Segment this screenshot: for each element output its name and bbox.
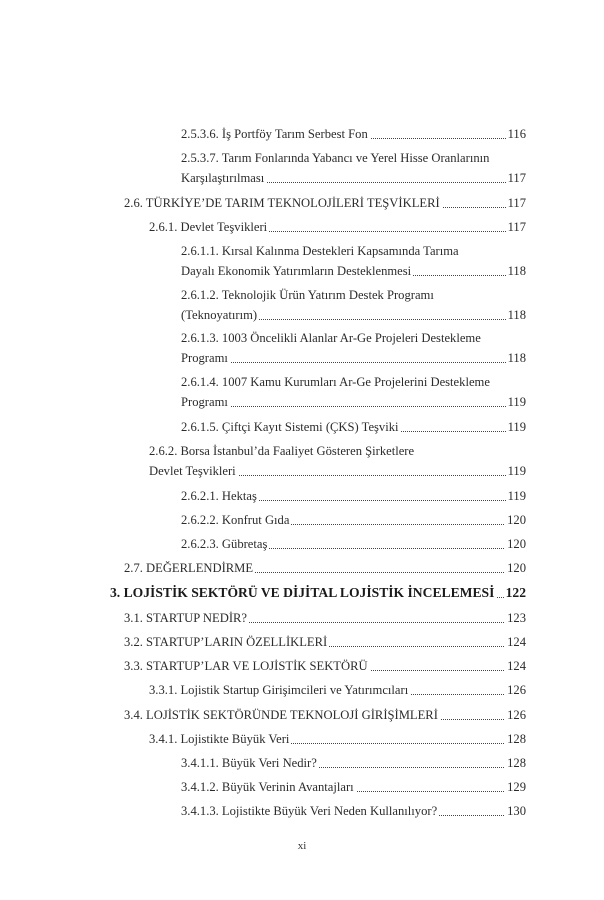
toc-page-number: 120 xyxy=(505,558,526,578)
toc-line xyxy=(181,148,526,168)
toc-page-number: 123 xyxy=(505,608,526,628)
dot-leader xyxy=(181,406,526,407)
toc-entry[interactable] xyxy=(149,680,526,700)
toc-entry-title: 3.1. STARTUP NEDİR? xyxy=(124,608,249,628)
toc-entry[interactable] xyxy=(149,441,526,481)
toc-entry-title: 3.3. STARTUP’LAR VE LOJİSTİK SEKTÖRÜ xyxy=(124,656,370,676)
toc-entry[interactable] xyxy=(124,705,526,725)
toc-entry[interactable] xyxy=(181,510,526,530)
toc-line xyxy=(181,534,526,554)
toc-line xyxy=(181,168,526,188)
toc-entry-title: 3.4.1.2. Büyük Verinin Avantajları xyxy=(181,777,356,797)
toc-entry[interactable] xyxy=(181,241,526,281)
toc-entry[interactable] xyxy=(181,417,526,437)
dot-leader xyxy=(181,362,526,363)
toc-page-number: 126 xyxy=(505,680,526,700)
toc-line xyxy=(110,583,526,603)
toc-entry-title: 2.6.2.3. Gübretaş xyxy=(181,534,269,554)
toc-entry-title: 2.6.2. Borsa İstanbul’da Faaliyet Gösteren Şirketlere xyxy=(149,441,416,461)
toc-page-number: 119 xyxy=(506,417,526,437)
toc-line xyxy=(124,632,526,652)
toc-entry-title: 3.2. STARTUP’LARIN ÖZELLİKLERİ xyxy=(124,632,329,652)
toc-entry[interactable] xyxy=(124,656,526,676)
toc-page-number: 116 xyxy=(506,124,526,144)
toc-line xyxy=(124,705,526,725)
toc-entry-title: (Teknoyatırım) xyxy=(181,305,259,325)
toc-entry-title: 3.4.1.1. Büyük Veri Nedir? xyxy=(181,753,319,773)
toc-entry-title: 2.7. DEĞERLENDİRME xyxy=(124,558,255,578)
toc-line xyxy=(149,729,526,749)
toc-page-number: 117 xyxy=(506,168,526,188)
toc-line xyxy=(181,417,526,437)
toc-entry[interactable] xyxy=(149,217,526,237)
toc-entry[interactable] xyxy=(181,328,526,368)
toc-page-number: 119 xyxy=(506,486,526,506)
toc-entry[interactable] xyxy=(181,534,526,554)
toc-line xyxy=(181,510,526,530)
toc-page-number: 128 xyxy=(505,753,526,773)
toc-line xyxy=(124,656,526,676)
toc-page-number: 120 xyxy=(505,510,526,530)
toc-entry-title: 2.6. TÜRKİYE’DE TARIM TEKNOLOJİLERİ TEŞVİKLERİ xyxy=(124,193,442,213)
toc-page-number: 119 xyxy=(506,392,526,412)
toc-page-number: 117 xyxy=(506,217,526,237)
toc-line xyxy=(181,241,526,261)
toc-entry-title: 2.5.3.6. İş Portföy Tarım Serbest Fon xyxy=(181,124,370,144)
toc-entry-title: 2.6.1.2. Teknolojik Ürün Yatırım Destek Programı xyxy=(181,285,436,305)
toc-entry-title: 2.6.1.1. Kırsal Kalınma Destekleri Kapsamında Tarıma xyxy=(181,241,461,261)
toc-page-number: 120 xyxy=(505,534,526,554)
toc-line xyxy=(124,558,526,578)
toc-entry-title: Dayalı Ekonomik Yatırımların Desteklenmesi xyxy=(181,261,413,281)
toc-entry[interactable] xyxy=(181,486,526,506)
toc-line xyxy=(149,441,526,461)
toc-entry[interactable] xyxy=(181,801,526,821)
toc-entry[interactable] xyxy=(181,753,526,773)
toc-entry-title: Devlet Teşvikleri xyxy=(149,461,238,481)
toc-line xyxy=(181,753,526,773)
toc-page-number: 118 xyxy=(506,348,526,368)
toc-page-number: 130 xyxy=(505,801,526,821)
toc-line xyxy=(124,608,526,628)
toc-line xyxy=(181,372,526,392)
toc-entry-title: 2.6.1.5. Çiftçi Kayıt Sistemi (ÇKS) Teşviki xyxy=(181,417,401,437)
toc-page-number: 124 xyxy=(505,656,526,676)
toc-line xyxy=(181,124,526,144)
toc-entry-title: Programı xyxy=(181,348,230,368)
toc-entry[interactable] xyxy=(124,193,526,213)
toc-line xyxy=(181,486,526,506)
toc-page-number: 124 xyxy=(505,632,526,652)
toc-entry-title: Karşılaştırılması xyxy=(181,168,266,188)
toc-page-number: 119 xyxy=(506,461,526,481)
toc-entry[interactable] xyxy=(181,372,526,412)
toc-entry[interactable] xyxy=(124,632,526,652)
toc-entry-title: 2.6.2.2. Konfrut Gıda xyxy=(181,510,291,530)
toc-page-number: 118 xyxy=(506,305,526,325)
toc-entry[interactable] xyxy=(124,608,526,628)
toc-entry-title: 2.6.1. Devlet Teşvikleri xyxy=(149,217,269,237)
toc-line xyxy=(149,217,526,237)
toc-entry[interactable] xyxy=(110,583,526,603)
toc-entry[interactable] xyxy=(124,558,526,578)
toc-line xyxy=(181,305,526,325)
toc-entry-title: 2.6.1.4. 1007 Kamu Kurumları Ar-Ge Projelerini Destekleme xyxy=(181,372,492,392)
toc-entry-title: 3.3.1. Lojistik Startup Girişimcileri ve Yatırımcıları xyxy=(149,680,410,700)
toc-line xyxy=(181,777,526,797)
toc-page-number: 117 xyxy=(506,193,526,213)
toc-entry-title: 2.6.2.1. Hektaş xyxy=(181,486,259,506)
toc-line xyxy=(181,328,526,348)
toc-entry-title: 3.4. LOJİSTİK SEKTÖRÜNDE TEKNOLOJİ GİRİŞİMLERİ xyxy=(124,705,440,725)
toc-page-number: 122 xyxy=(504,583,526,603)
toc-entry-title: 3.4.1.3. Lojistikte Büyük Veri Neden Kullanılıyor? xyxy=(181,801,439,821)
toc-line xyxy=(181,801,526,821)
toc-entry-title: 2.5.3.7. Tarım Fonlarında Yabancı ve Yerel Hisse Oranlarının xyxy=(181,148,491,168)
toc-entry[interactable] xyxy=(181,285,526,325)
toc-entry[interactable] xyxy=(181,777,526,797)
toc-page-number: 128 xyxy=(505,729,526,749)
toc-line xyxy=(181,392,526,412)
toc-line xyxy=(181,261,526,281)
toc-entry-title: Programı xyxy=(181,392,230,412)
toc-line xyxy=(149,461,526,481)
page-number: xi xyxy=(297,840,307,852)
toc-page-number: 129 xyxy=(505,777,526,797)
toc-page-number: 126 xyxy=(505,705,526,725)
toc-line xyxy=(124,193,526,213)
toc-page-number: 118 xyxy=(506,261,526,281)
toc-entry[interactable] xyxy=(149,729,526,749)
toc-line xyxy=(149,680,526,700)
toc-entry-title: 2.6.1.3. 1003 Öncelikli Alanlar Ar-Ge Projeleri Destekleme xyxy=(181,328,483,348)
toc-line xyxy=(181,285,526,305)
toc-entry-title: 3. LOJİSTİK SEKTÖRÜ VE DİJİTAL LOJİSTİK İNCELEMESİ xyxy=(110,583,496,603)
toc-line xyxy=(181,348,526,368)
toc-entry[interactable] xyxy=(181,148,526,188)
toc-entry-title: 3.4.1. Lojistikte Büyük Veri xyxy=(149,729,291,749)
toc-entry[interactable] xyxy=(181,124,526,144)
